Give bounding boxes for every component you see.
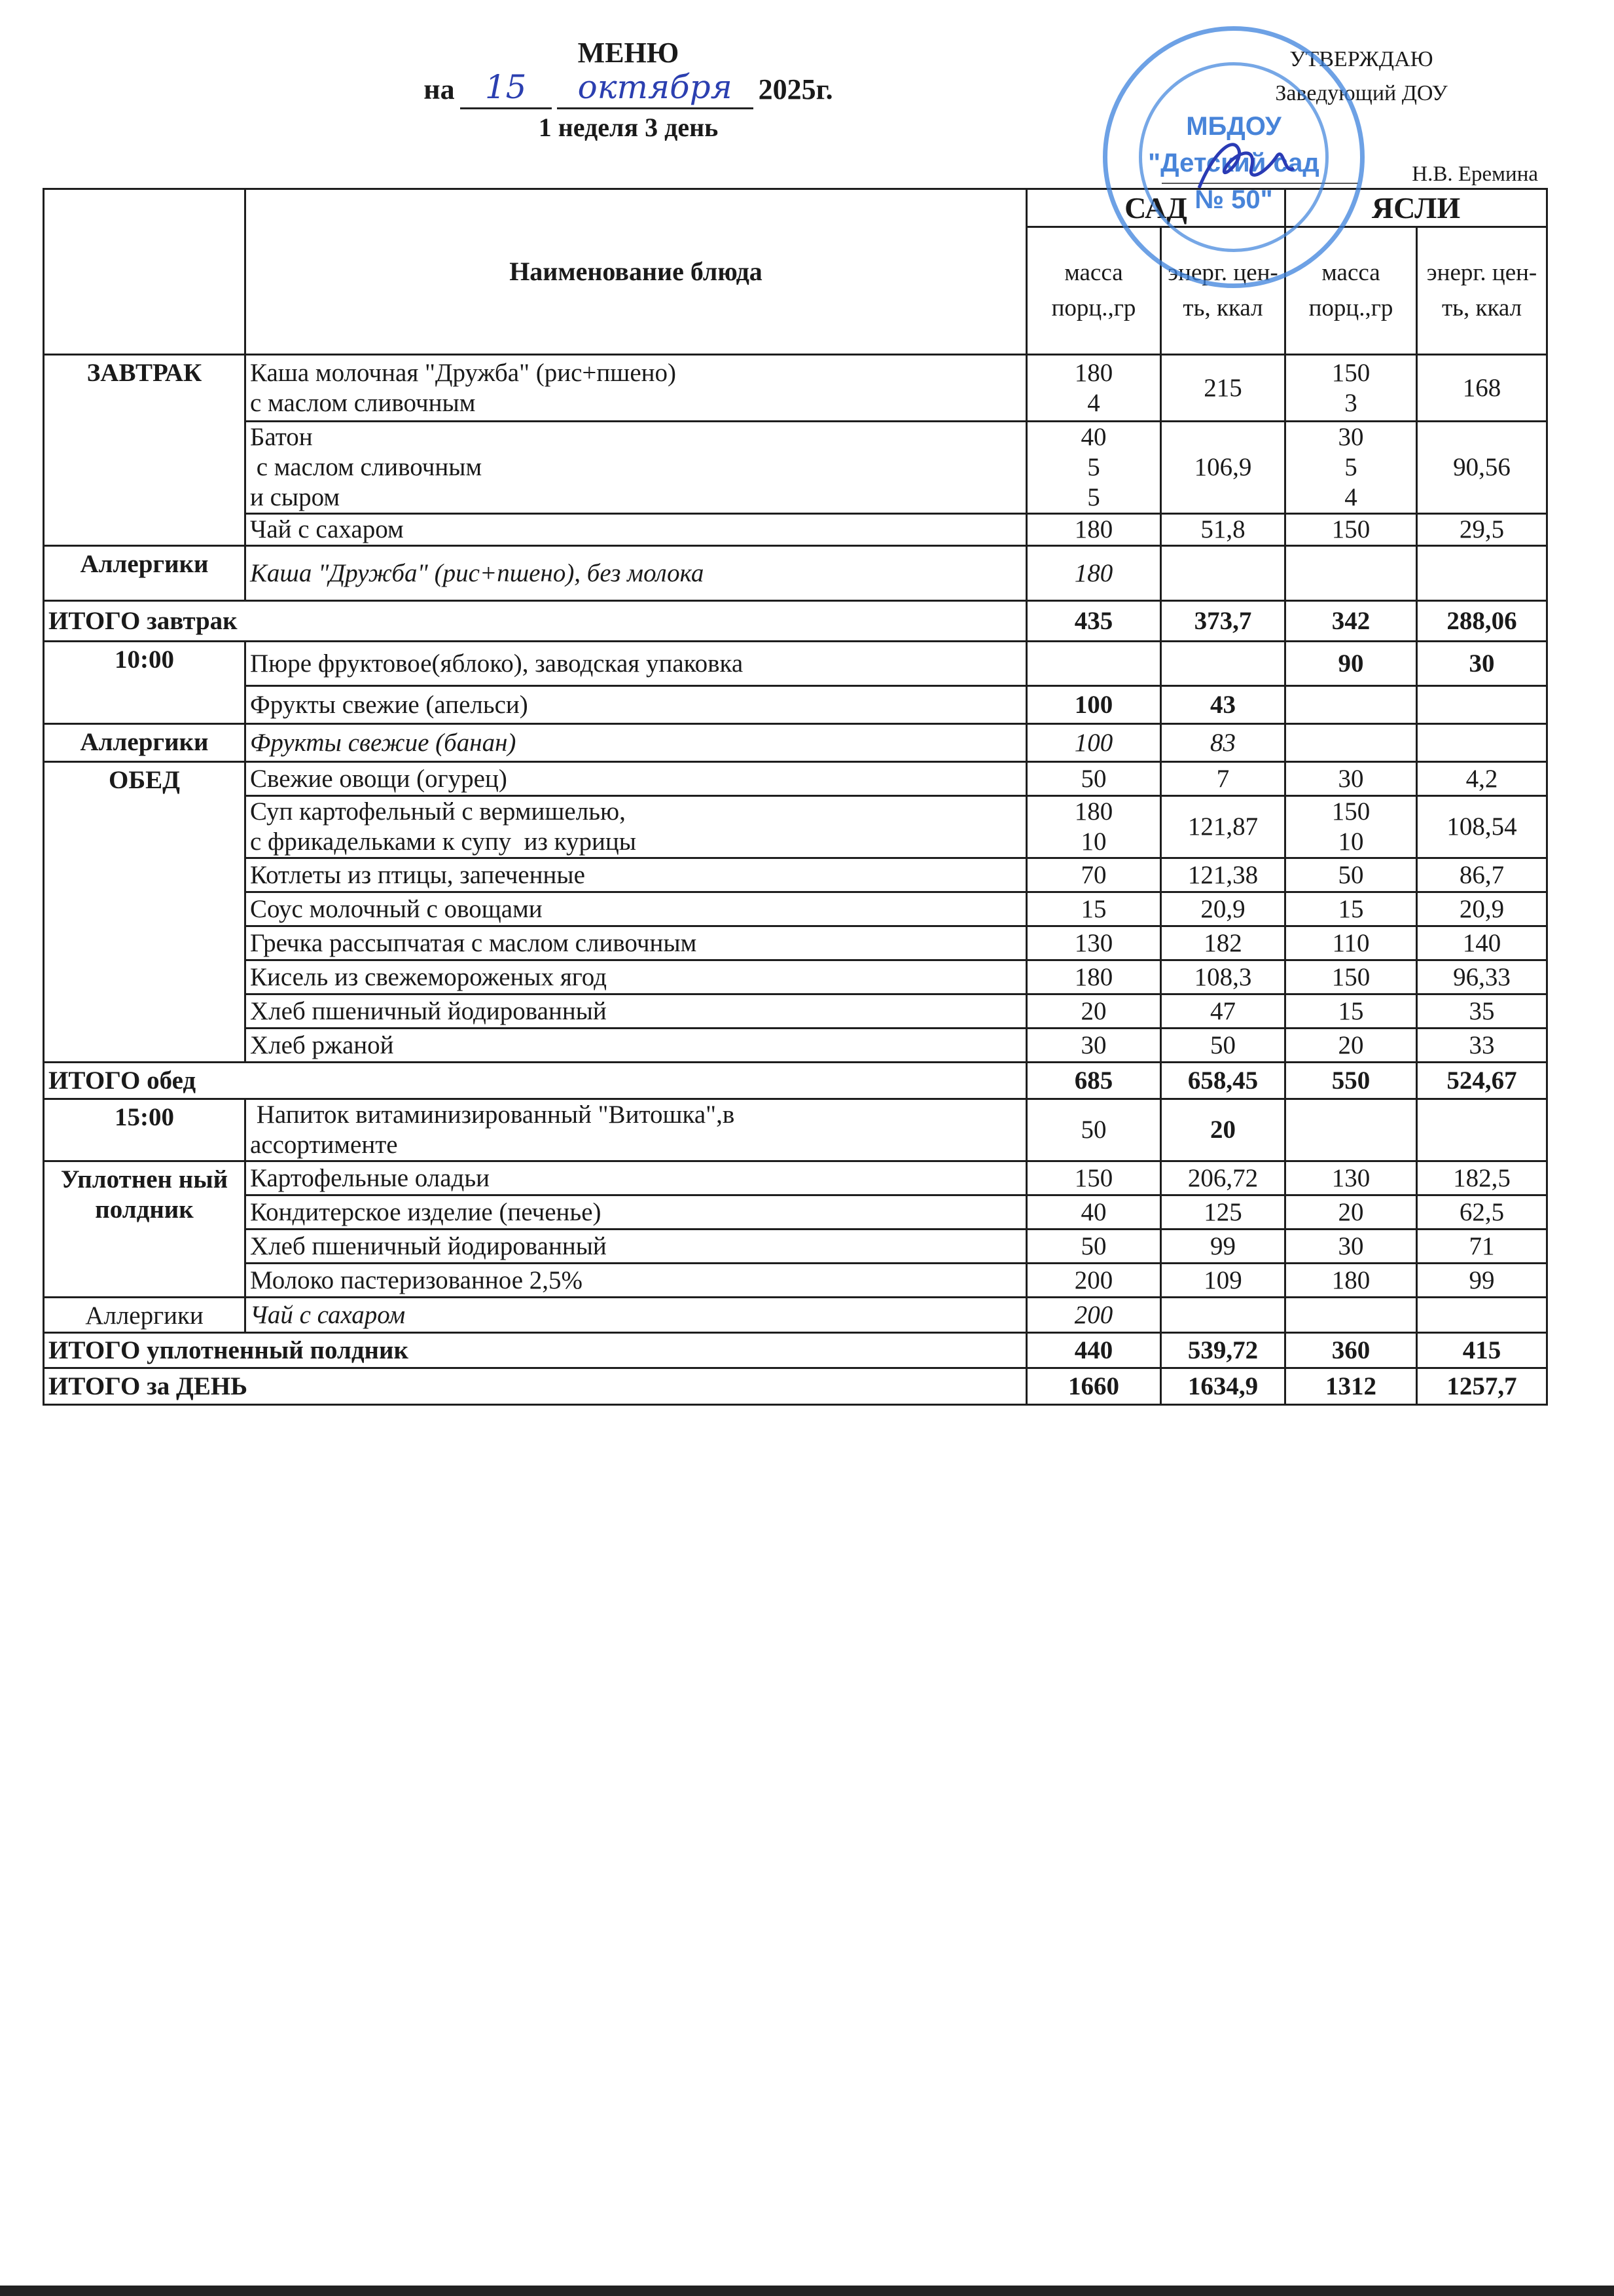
nursery-kcal-cell: 86,7 [1417, 858, 1547, 892]
garden-kcal-cell: 206,72 [1161, 1161, 1285, 1195]
value-line: 5 [1087, 483, 1100, 511]
nursery-mass-cell [1285, 926, 1417, 960]
dish-name [245, 1029, 1027, 1063]
section-label: Аллергики [44, 724, 245, 762]
value-line: 180 [1331, 1266, 1371, 1294]
total-label: ИТОГО уплотненный полдник [44, 1333, 1027, 1368]
value-line: 30 [1338, 423, 1364, 451]
dish-line: Батон [250, 423, 313, 451]
garden-mass-cell [1027, 994, 1161, 1029]
header-garden-group: САД [1027, 189, 1285, 227]
garden-kcal-cell: 20,9 [1161, 892, 1285, 926]
nursery-mass-cell [1285, 994, 1417, 1029]
value-line: 150 [1331, 797, 1371, 826]
section-label: Уплотнен ный полдник [44, 1161, 245, 1298]
dish-name [245, 858, 1027, 892]
nursery-mass-cell [1285, 960, 1417, 994]
garden-mass-cell [1027, 1161, 1161, 1195]
garden-kcal-cell: 47 [1161, 994, 1285, 1029]
value-line: 130 [1074, 928, 1113, 957]
nursery-kcal-cell: 90,56 [1417, 422, 1547, 514]
garden-kcal-cell: 51,8 [1161, 514, 1285, 546]
total-row [44, 601, 1547, 642]
value-line: 70 [1081, 860, 1107, 889]
garden-mass-cell [1027, 642, 1161, 686]
value-line: 20 [1338, 1197, 1364, 1226]
value-line: 30 [1081, 1030, 1107, 1059]
dish-line: Котлеты из птицы, запеченные [250, 860, 585, 889]
dish-line: Картофельные оладьи [250, 1163, 490, 1192]
nursery-kcal-cell: 108,54 [1417, 796, 1547, 858]
value-line: 100 [1074, 690, 1113, 719]
table-row [44, 762, 1547, 796]
nursery-kcal-cell: 35 [1417, 994, 1547, 1029]
value-line: 15 [1338, 996, 1364, 1025]
dish-line: Пюре фруктовое(яблоко), заводская упаковка [250, 649, 744, 678]
value-line: 10 [1338, 828, 1364, 856]
nursery-kcal-cell: 96,33 [1417, 960, 1547, 994]
table-row [44, 1099, 1547, 1161]
garden-mass-cell [1027, 1264, 1161, 1298]
garden-kcal-cell: 7 [1161, 762, 1285, 796]
value-line: 180 [1074, 515, 1113, 543]
total-garden-mass: 1660 [1027, 1368, 1161, 1405]
total-row [44, 1063, 1547, 1099]
value-line: 15 [1081, 894, 1107, 923]
value-line: 90 [1338, 649, 1364, 678]
approver-name: Н.В. Еремина [1412, 162, 1538, 186]
table-row [44, 926, 1547, 960]
total-nursery-mass: 1312 [1285, 1368, 1417, 1405]
dish-name [245, 355, 1027, 422]
garden-kcal-cell: 20 [1161, 1099, 1285, 1161]
nursery-mass-cell [1285, 796, 1417, 858]
total-nursery-kcal: 415 [1417, 1333, 1547, 1368]
week-day-label: 1 неделя 3 день [538, 113, 719, 142]
dish-line: Фрукты свежие (банан) [250, 728, 516, 757]
garden-mass-cell [1027, 686, 1161, 724]
header-dish-name: Наименование блюда [245, 189, 1027, 355]
header-nursery-energy: энерг. цен-ть, ккал [1417, 227, 1547, 355]
table-row [44, 1195, 1547, 1230]
value-line: 180 [1074, 558, 1113, 587]
nursery-mass-cell [1285, 514, 1417, 546]
dish-name [245, 1195, 1027, 1230]
value-line: 4 [1344, 483, 1357, 511]
garden-kcal-cell [1161, 546, 1285, 601]
nursery-kcal-cell: 168 [1417, 355, 1547, 422]
value-line: 40 [1081, 423, 1107, 451]
date-month-handwritten: октября [577, 68, 732, 106]
dish-name [245, 546, 1027, 601]
dish-line: Кисель из свежемороженых ягод [250, 962, 607, 991]
garden-mass-cell [1027, 858, 1161, 892]
section-label: ЗАВТРАК [44, 355, 245, 546]
date-month-field [557, 68, 753, 109]
total-row [44, 1368, 1547, 1405]
value-line: 3 [1344, 388, 1357, 417]
table-row [44, 1161, 1547, 1195]
header-nursery-mass: масса порц.,гр [1285, 227, 1417, 355]
garden-kcal-cell: 50 [1161, 1029, 1285, 1063]
nursery-mass-cell [1285, 422, 1417, 514]
nursery-mass-cell [1285, 892, 1417, 926]
approve-label: УТВЕРЖДАЮ [1289, 47, 1433, 71]
nursery-mass-cell [1285, 724, 1417, 762]
nursery-kcal-cell: 33 [1417, 1029, 1547, 1063]
nursery-mass-cell [1285, 1298, 1417, 1333]
section-label: Аллергики [44, 546, 245, 601]
garden-kcal-cell: 43 [1161, 686, 1285, 724]
section-label: 10:00 [44, 642, 245, 724]
dish-name [245, 1264, 1027, 1298]
dish-line: Напиток витаминизированный "Витошка",в [250, 1101, 735, 1129]
table-row [44, 858, 1547, 892]
dish-line: Каша молочная "Дружба" (рис+пшено) [250, 358, 676, 387]
dish-name [245, 642, 1027, 686]
total-garden-mass: 435 [1027, 601, 1161, 642]
total-label: ИТОГО завтрак [44, 601, 1027, 642]
dish-name [245, 422, 1027, 514]
value-line: 50 [1081, 1116, 1107, 1144]
section-label: Аллергики [44, 1298, 245, 1333]
value-line: 50 [1338, 860, 1364, 889]
table-row [44, 355, 1547, 422]
table-row [44, 1264, 1547, 1298]
garden-mass-cell [1027, 926, 1161, 960]
value-line: 15 [1338, 894, 1364, 923]
garden-mass-cell [1027, 1298, 1161, 1333]
garden-mass-cell [1027, 1099, 1161, 1161]
nursery-mass-cell [1285, 546, 1417, 601]
dish-line: ассортименте [250, 1131, 398, 1159]
stamp-line-3: № 50" [1194, 185, 1273, 214]
dish-line: с маслом сливочным [250, 453, 482, 481]
garden-kcal-cell: 121,87 [1161, 796, 1285, 858]
garden-mass-cell [1027, 762, 1161, 796]
nursery-mass-cell [1285, 1029, 1417, 1063]
garden-mass-cell [1027, 546, 1161, 601]
total-label: ИТОГО за ДЕНЬ [44, 1368, 1027, 1405]
total-nursery-kcal: 288,06 [1417, 601, 1547, 642]
table-row [44, 642, 1547, 686]
value-line: 5 [1344, 453, 1357, 481]
dish-name [245, 1230, 1027, 1264]
total-nursery-mass: 342 [1285, 601, 1417, 642]
section-label: 15:00 [44, 1099, 245, 1161]
garden-kcal-cell: 108,3 [1161, 960, 1285, 994]
nursery-mass-cell [1285, 1264, 1417, 1298]
dish-name [245, 1298, 1027, 1333]
value-line: 30 [1338, 764, 1364, 793]
dish-line: Хлеб пшеничный йодированный [250, 996, 607, 1025]
nursery-mass-cell [1285, 1099, 1417, 1161]
approver-position: Заведующий ДОУ [1275, 81, 1448, 105]
header-row-groups [44, 189, 1547, 227]
dish-line: Гречка рассыпчатая с маслом сливочным [250, 928, 697, 957]
dish-line: Хлеб ржаной [250, 1030, 394, 1059]
value-line: 150 [1074, 1163, 1113, 1192]
nursery-kcal-cell: 29,5 [1417, 514, 1547, 546]
total-nursery-mass: 360 [1285, 1333, 1417, 1368]
garden-kcal-cell: 109 [1161, 1264, 1285, 1298]
nursery-mass-cell [1285, 1230, 1417, 1264]
value-line: 50 [1081, 1231, 1107, 1260]
value-line: 110 [1332, 928, 1370, 957]
nursery-kcal-cell [1417, 1099, 1547, 1161]
total-label: ИТОГО обед [44, 1063, 1027, 1099]
dish-name [245, 892, 1027, 926]
total-garden-kcal: 1634,9 [1161, 1368, 1285, 1405]
garden-kcal-cell: 125 [1161, 1195, 1285, 1230]
dish-line: Чай с сахаром [250, 515, 404, 543]
garden-mass-cell [1027, 1029, 1161, 1063]
table-row [44, 892, 1547, 926]
menu-header [367, 36, 890, 146]
dish-line: и сыром [250, 483, 340, 511]
nursery-kcal-cell: 182,5 [1417, 1161, 1547, 1195]
menu-table [43, 188, 1548, 1406]
nursery-mass-cell [1285, 355, 1417, 422]
dish-line: Свежие овощи (огурец) [250, 764, 507, 793]
total-garden-kcal: 658,45 [1161, 1063, 1285, 1099]
table-row [44, 546, 1547, 601]
garden-mass-cell [1027, 1195, 1161, 1230]
nursery-kcal-cell: 20,9 [1417, 892, 1547, 926]
nursery-mass-cell [1285, 762, 1417, 796]
value-line: 10 [1081, 828, 1107, 856]
dish-line: Кондитерское изделие (печенье) [250, 1197, 601, 1226]
value-line: 150 [1331, 358, 1371, 387]
date-day-field [460, 68, 552, 109]
nursery-kcal-cell [1417, 1298, 1547, 1333]
garden-mass-cell [1027, 1230, 1161, 1264]
nursery-kcal-cell: 62,5 [1417, 1195, 1547, 1230]
header-garden-mass: масса порц.,гр [1027, 227, 1161, 355]
table-row [44, 994, 1547, 1029]
header-section-cell [44, 189, 245, 355]
value-line: 100 [1074, 728, 1113, 757]
table-row [44, 796, 1547, 858]
nursery-mass-cell [1285, 1161, 1417, 1195]
garden-mass-cell [1027, 796, 1161, 858]
garden-mass-cell [1027, 422, 1161, 514]
total-nursery-mass: 550 [1285, 1063, 1417, 1099]
dish-name [245, 926, 1027, 960]
garden-kcal-cell: 215 [1161, 355, 1285, 422]
nursery-mass-cell [1285, 686, 1417, 724]
dish-name [245, 514, 1027, 546]
value-line: 130 [1331, 1163, 1371, 1192]
dish-line: с фрикадельками к супу из курицы [250, 828, 636, 856]
table-row [44, 724, 1547, 762]
total-garden-mass: 440 [1027, 1333, 1161, 1368]
total-garden-kcal: 373,7 [1161, 601, 1285, 642]
value-line: 180 [1074, 797, 1113, 826]
dish-line: с маслом сливочным [250, 388, 476, 417]
dish-name [245, 796, 1027, 858]
garden-mass-cell [1027, 724, 1161, 762]
nursery-mass-cell [1285, 858, 1417, 892]
dish-name [245, 960, 1027, 994]
value-line: 5 [1087, 453, 1100, 481]
table-row [44, 960, 1547, 994]
menu-title: МЕНЮ [577, 37, 679, 69]
nursery-kcal-cell: 4,2 [1417, 762, 1547, 796]
date-prefix: на [423, 73, 455, 105]
dish-line: Каша "Дружба" (рис+пшено), без молока [250, 558, 704, 587]
dish-name [245, 1161, 1027, 1195]
nursery-mass-cell [1285, 1195, 1417, 1230]
total-row [44, 1333, 1547, 1368]
stamp-line-2: "Детский сад [1148, 149, 1319, 177]
dish-name [245, 1099, 1027, 1161]
table-row [44, 1029, 1547, 1063]
garden-kcal-cell [1161, 642, 1285, 686]
section-label: ОБЕД [44, 762, 245, 1063]
dish-line: Соус молочный с овощами [250, 894, 543, 923]
table-row [44, 422, 1547, 514]
nursery-kcal-cell [1417, 686, 1547, 724]
total-nursery-kcal: 1257,7 [1417, 1368, 1547, 1405]
dish-line: Суп картофельный с вермишелью, [250, 797, 626, 826]
garden-mass-cell [1027, 355, 1161, 422]
dish-line: Молоко пастеризованное 2,5% [250, 1266, 583, 1294]
nursery-kcal-cell: 30 [1417, 642, 1547, 686]
menu-date-line [367, 70, 890, 109]
value-line: 180 [1074, 962, 1113, 991]
garden-mass-cell [1027, 892, 1161, 926]
value-line: 40 [1081, 1197, 1107, 1226]
dish-line: Фрукты свежие (апельси) [250, 690, 528, 719]
date-day-handwritten: 15 [484, 68, 527, 106]
garden-kcal-cell: 182 [1161, 926, 1285, 960]
table-row [44, 1298, 1547, 1333]
value-line: 150 [1331, 515, 1371, 543]
signature-line [1162, 183, 1358, 184]
nursery-kcal-cell [1417, 546, 1547, 601]
table-row [44, 514, 1547, 546]
garden-kcal-cell [1161, 1298, 1285, 1333]
garden-mass-cell [1027, 960, 1161, 994]
value-line: 20 [1081, 996, 1107, 1025]
value-line: 4 [1087, 388, 1100, 417]
value-line: 50 [1081, 764, 1107, 793]
garden-kcal-cell: 83 [1161, 724, 1285, 762]
dish-line: Хлеб пшеничный йодированный [250, 1231, 607, 1260]
garden-mass-cell [1027, 514, 1161, 546]
total-garden-kcal: 539,72 [1161, 1333, 1285, 1368]
garden-kcal-cell: 99 [1161, 1230, 1285, 1264]
dish-line: Чай с сахаром [250, 1300, 406, 1329]
dish-name [245, 686, 1027, 724]
scan-bottom-edge [0, 2286, 1614, 2296]
header-nursery-group: ЯСЛИ [1285, 189, 1547, 227]
dish-name [245, 724, 1027, 762]
value-line: 150 [1331, 962, 1371, 991]
nursery-kcal-cell: 99 [1417, 1264, 1547, 1298]
nursery-mass-cell [1285, 642, 1417, 686]
value-line: 200 [1074, 1300, 1113, 1329]
stamp-line-1: МБДОУ [1186, 112, 1282, 141]
value-line: 20 [1338, 1030, 1364, 1059]
nursery-kcal-cell: 71 [1417, 1230, 1547, 1264]
garden-kcal-cell: 121,38 [1161, 858, 1285, 892]
dish-name [245, 762, 1027, 796]
table-row [44, 686, 1547, 724]
value-line: 200 [1074, 1266, 1113, 1294]
nursery-kcal-cell: 140 [1417, 926, 1547, 960]
nursery-kcal-cell [1417, 724, 1547, 762]
total-nursery-kcal: 524,67 [1417, 1063, 1547, 1099]
date-suffix: 2025г. [758, 73, 833, 105]
header-garden-energy: энерг. цен-ть, ккал [1161, 227, 1285, 355]
table-row [44, 1230, 1547, 1264]
total-garden-mass: 685 [1027, 1063, 1161, 1099]
garden-kcal-cell: 106,9 [1161, 422, 1285, 514]
dish-name [245, 994, 1027, 1029]
value-line: 30 [1338, 1231, 1364, 1260]
value-line: 180 [1074, 358, 1113, 387]
